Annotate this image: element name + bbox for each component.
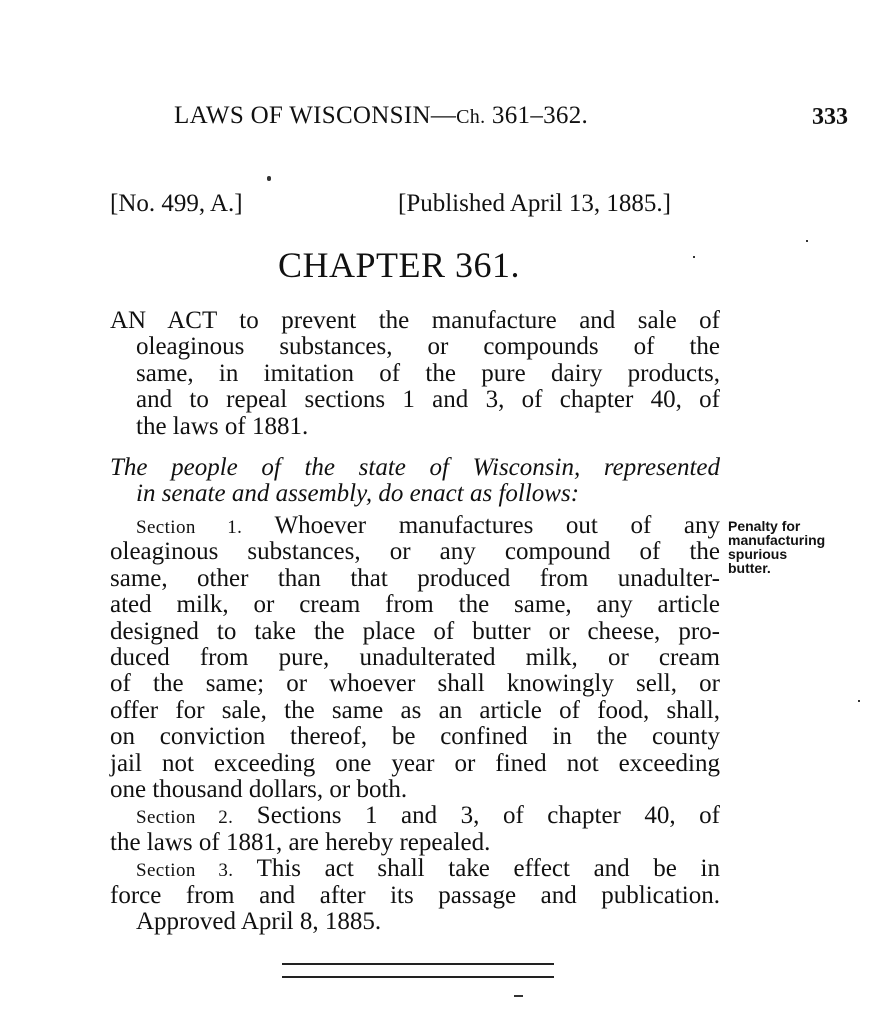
section-2-label: Section 2. <box>136 807 234 829</box>
section-1-line: of the same; or whoever shall knowingly sell, or <box>110 670 720 698</box>
enacting-line: in senate and assembly, do enact as follows: <box>136 480 580 508</box>
section-3-first-line <box>110 856 720 882</box>
print-speck <box>267 176 271 181</box>
section-1-first-line <box>110 513 720 539</box>
act-title-line: the laws of 1881. <box>136 412 309 440</box>
act-title <box>110 308 720 440</box>
act-title-line: oleaginous substances, or compounds of the <box>136 333 720 361</box>
section-2-text: Sections 1 and 3, of chapter 40, of <box>256 802 720 830</box>
running-head-nums: 361–362. <box>485 102 589 129</box>
section-1-text: Whoever manufactures out of any <box>274 512 720 539</box>
divider-rule <box>282 976 554 978</box>
sections <box>110 513 720 935</box>
print-speck <box>514 995 523 997</box>
section-1-line: same, other than that produced from unadulter- <box>110 564 720 592</box>
section-3-label: Section 3. <box>136 860 234 882</box>
section-1-line: ated milk, or cream from the same, any article <box>110 591 720 619</box>
running-head <box>174 102 588 130</box>
section-1-line: one thousand dollars, or both. <box>110 775 408 803</box>
margin-note-line: butter. <box>728 560 771 576</box>
published-date: [Published April 13, 1885.] <box>398 190 671 217</box>
print-speck <box>693 256 695 258</box>
running-head-main: LAWS OF WISCONSIN— <box>174 102 457 129</box>
approved-date: Approved April 8, 1885. <box>136 907 382 935</box>
section-3-line: force from and after its passage and publication. <box>110 881 720 909</box>
section-1-line: duced from pure, unadulterated milk, or cream <box>110 643 720 671</box>
section-3-text: This act shall take effect and be in <box>256 855 720 883</box>
running-head-ch: Ch. <box>456 106 486 128</box>
margin-note <box>728 519 825 575</box>
margin-note-line: manufacturing <box>728 532 826 548</box>
bill-number: [No. 499, A.] <box>110 190 243 217</box>
enacting-line: The people of the state of Wisconsin, represented <box>110 454 720 481</box>
page-number: 333 <box>812 104 848 130</box>
section-1-line: oleaginous substances, or any compound of the <box>110 538 720 566</box>
section-1-line: designed to take the place of butter or cheese, pro- <box>110 617 720 645</box>
act-title-line: and to repeal sections 1 and 3, of chapter 40, of <box>136 386 720 414</box>
section-1-line: offer for sale, the same as an article of food, shall, <box>110 696 720 724</box>
margin-note-line: Penalty for <box>728 518 801 534</box>
section-1-line: jail not exceeding one year or fined not exceeding <box>110 749 720 777</box>
act-title-line: same, in imitation of the pure dairy products, <box>136 359 720 387</box>
act-title-line: AN ACT to prevent the manufacture and sale of <box>110 307 720 334</box>
section-1-line: on conviction thereof, be confined in the county <box>110 723 720 751</box>
print-speck <box>858 700 860 702</box>
print-speck <box>806 240 808 242</box>
section-2-line: the laws of 1881, are hereby repealed. <box>110 828 491 856</box>
chapter-title: CHAPTER 361. <box>278 245 521 285</box>
enacting-clause <box>110 455 720 508</box>
section-2-first-line <box>110 803 720 829</box>
divider-rule <box>282 963 554 965</box>
section-1-label: Section 1. <box>136 517 243 538</box>
margin-note-line: spurious <box>728 546 788 562</box>
